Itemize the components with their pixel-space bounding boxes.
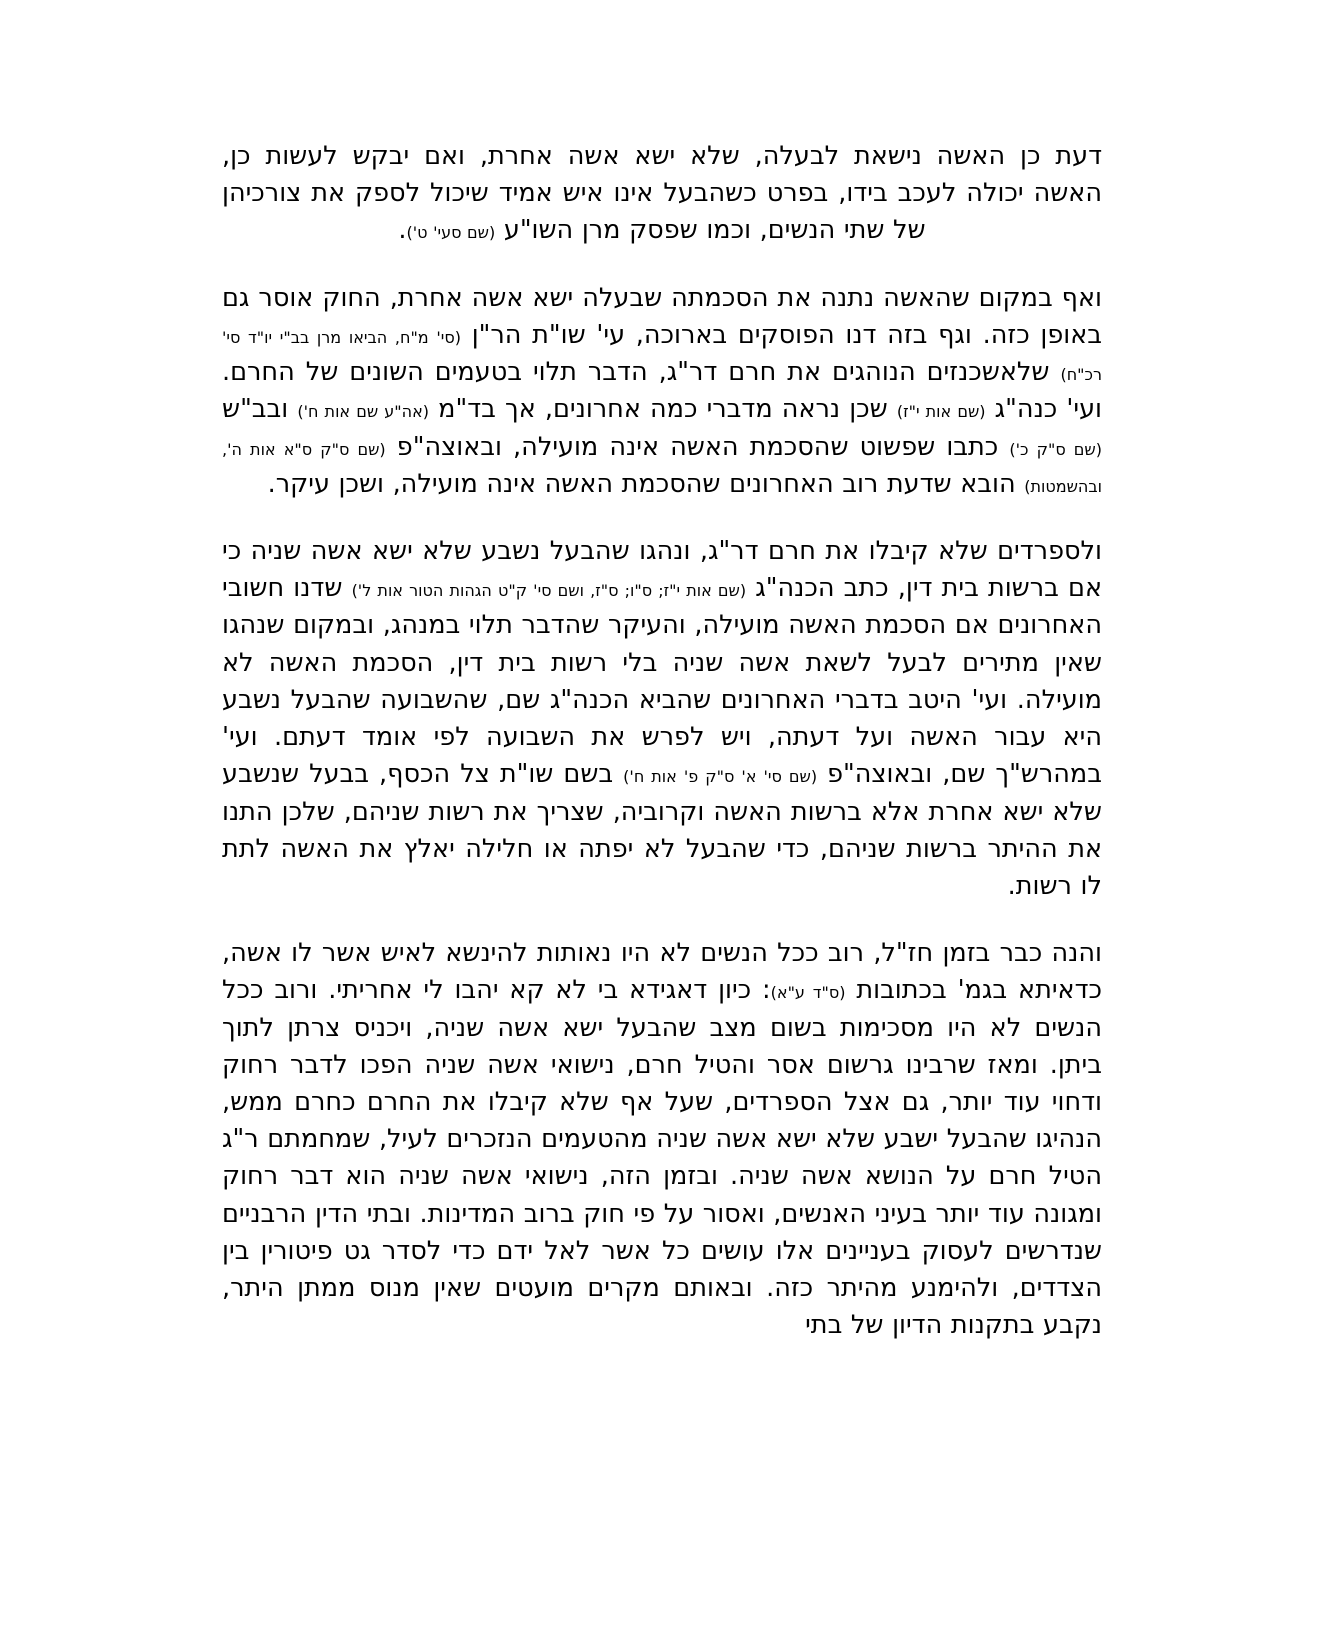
paragraph [222, 138, 1102, 250]
source-citation: (אה"ע שם אות ח') [297, 402, 430, 422]
source-citation: (ס"ד ע"א) [770, 983, 846, 1003]
text-run: שדנו חשובי האחרונים אם הסכמת האשה מועילה, והעיקר שהדבר תלוי במנהג, ובמקום שנהגו שאין מתירים לבעל לשאת אשה שניה בלי רשות בית דין, הסכמת האשה לא מועילה. ועי' היטב בדברי האחרונים שהביא הכנה"ג שם, שהשבועה שהבעל נשבע היא עבור האשה ועל דעתה, ויש לפרש את השבועה לפי אומד דעתם. ועי' במהרש"ך שם, ובאוצה"פ [222, 573, 1102, 790]
text-run: ובב"ש [222, 394, 298, 425]
paragraph [222, 280, 1102, 503]
text-run: . [398, 215, 407, 246]
text-run: הובא שדעת רוב האחרונים שהסכמת האשה אינה מועילה, ושכן עיקר. [267, 468, 1025, 499]
text-run: דעת כן האשה נישאת לבעלה, שלא ישא אשה אחרת, ואם יבקש לעשות כן, האשה יכולה לעכב בידו, בפרט כשהבעל אינו איש אמיד שיכול לספק את צורכיהן של שתי הנשים, וכמו שפסק מרן השו"ע [222, 141, 1102, 246]
text-run: ולספרדים שלא קיבלו את חרם דר"ג, ונהגו שהבעל נשבע שלא ישא אשה שניה כי אם ברשות בית דין, כתב הכנה"ג [222, 535, 1102, 604]
text-run: ואף במקום שהאשה נתנה את הסכמתה שבעלה ישא אשה אחרת, החוק אוסר גם באופן כזה. וגף בזה דנו הפוסקים בארוכה, עי' שו"ת הר"ן [222, 282, 1102, 350]
source-citation: (שם אות י"ז) [896, 402, 986, 422]
paragraph [222, 533, 1102, 905]
text-run: כתבו שפשוט שהסכמת האשה אינה מועילה, ובאוצה"פ [385, 431, 1010, 462]
source-citation: (שם ס"ק כ') [1009, 439, 1102, 459]
source-citation: (שם ס"ק ס"א אות ה', ובהשמטות) [222, 439, 1102, 496]
source-citation: (שם סי' א' ס"ק פ' אות ח') [623, 767, 818, 787]
document-body [222, 138, 1102, 1345]
source-citation: (שם אות י"ז; ס"ו; ס"ז, ושם סי' ק"ט הגהות הטור אות ל') [351, 581, 747, 601]
text-run: שכן נראה מדברי כמה אחרונים, אך בד"מ [429, 394, 897, 425]
source-citation: (סי' מ"ח, הביאו מרן בב"י יו"ד סי' רכ"ח) [222, 327, 1102, 385]
source-citation: (שם סעי' ט') [406, 223, 496, 243]
text-run: והנה כבר בזמן חז"ל, רוב ככל הנשים לא היו נאותות להינשא לאיש אשר לו אשה, כדאיתא בגמ' בכתובות [222, 938, 1102, 1006]
text-run: בשם שו"ת צל הכסף, בבעל שנשבע שלא ישא אחרת אלא ברשות האשה וקרוביה, שצריך את רשות שניהם, שלכן התנו את ההיתר ברשות שניהם, כדי שהבעל לא יפתה או חלילה יאלץ את האשה לתת לו רשות. [222, 759, 1102, 901]
text-run: : כיון דאגידא בי לא קא יהבו לי אחריתי. ורוב ככל הנשים לא היו מסכימות בשום מצב שהבעל ישא אשה שניה, ויכניס צרתן לתוך ביתן. ומאז שרבינו גרשום אסר והטיל חרם, נישואי אשה שניה הפכו לדבר רחוק ודחוי עוד יותר, גם אצל הספרדים, שעל אף שלא קיבלו את החרם כחרם ממש, הנהיגו שהבעל ישבע שלא ישא אשה שניה מהטעמים הנזכרים לעיל, שמחמתם ר"ג הטיל חרם על הנושא אשה שניה. ובזמן הזה, נישואי אשה שניה הוא דבר רחוק ומגונה עוד יותר בעיני האנשים, ואסור על פי חוק ברוב המדינות. ובתי הדין הרבניים שנדרשים לעסוק בעניינים אלו עושים כל אשר לאל ידם כדי לסדר גט פיטורין בין הצדדים, ולהימנע מהיתר כזה. ובאותם מקרים מועטים שאין מנוס ממתן היתר, נקבע בתקנות הדיון של בתי [222, 975, 1102, 1341]
paragraph [222, 935, 1102, 1344]
text-run: שלאשכנזים הנוהגים את חרם דר"ג, הדבר תלוי בטעמים השונים של החרם. ועי' כנה"ג [222, 357, 1103, 425]
